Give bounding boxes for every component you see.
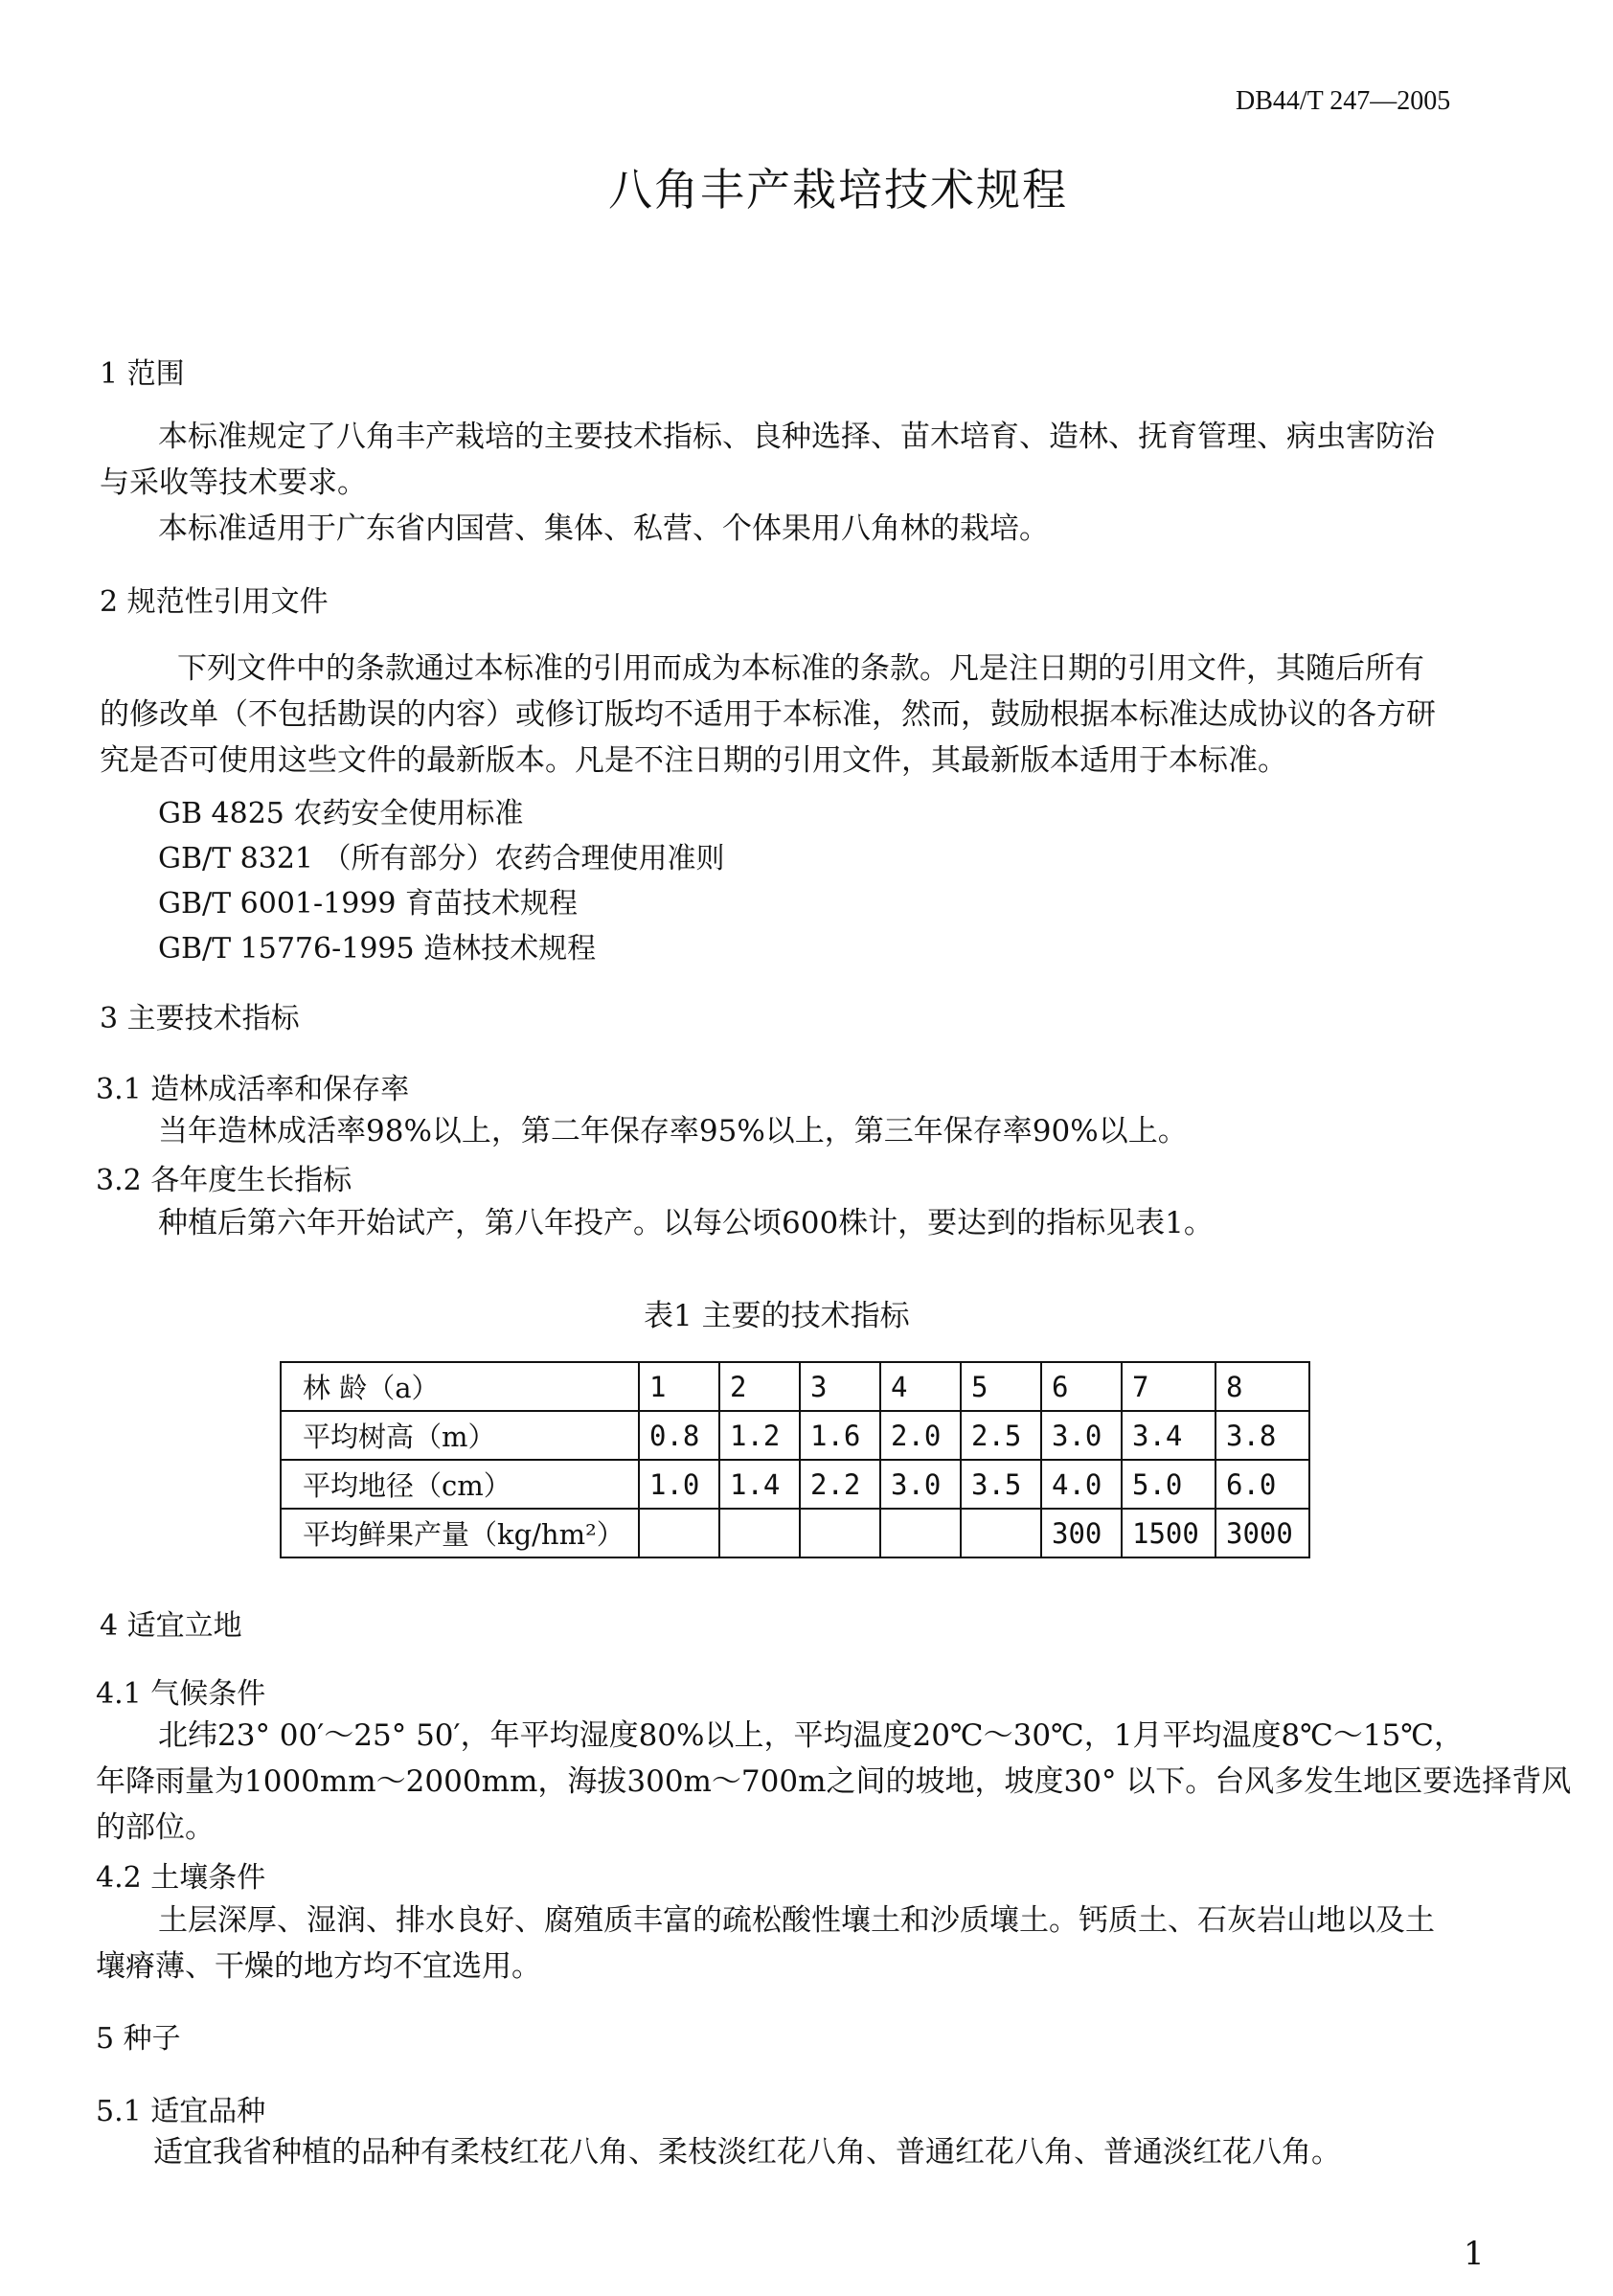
table-cell: 6.0 xyxy=(1215,1460,1309,1509)
table-cell: 3000 xyxy=(1215,1509,1309,1557)
section-1-paragraph-2: 本标准适用于广东省内国营、集体、私营、个体果用八角林的栽培。 xyxy=(158,511,1049,546)
row-label-diameter: 平均地径（cm） xyxy=(281,1460,639,1509)
section-2-paragraph-line: 下列文件中的条款通过本标准的引用而成为本标准的条款。凡是注日期的引用文件，其随后所有 xyxy=(177,651,1424,686)
table-cell: 8 xyxy=(1215,1362,1309,1411)
table-cell: 5.0 xyxy=(1122,1460,1215,1509)
table-cell: 3.5 xyxy=(961,1460,1041,1509)
table-cell: 1.6 xyxy=(800,1411,880,1460)
table-cell: 3.8 xyxy=(1215,1411,1309,1460)
section-4-2-heading: 4.2 土壤条件 xyxy=(96,1861,266,1895)
section-3-2-heading: 3.2 各年度生长指标 xyxy=(96,1164,352,1197)
table-cell: 0.8 xyxy=(639,1411,719,1460)
table-cell: 300 xyxy=(1041,1509,1122,1557)
page-number: 1 xyxy=(1464,2235,1485,2273)
reference-item: GB/T 8321 （所有部分）农药合理使用准则 xyxy=(158,842,725,875)
section-1-paragraph-line: 本标准规定了八角丰产栽培的主要技术指标、良种选择、苗木培育、造林、抚育管理、病虫害防治 xyxy=(158,420,1435,454)
section-4-1-line: 年降雨量为1000mm～2000mm，海拔300m～700m之间的坡地，坡度30° 以下。台风多发生地区要选择背风 xyxy=(96,1764,1572,1799)
table-cell: 2 xyxy=(719,1362,800,1411)
table-cell xyxy=(639,1509,719,1557)
table-cell: 3 xyxy=(800,1362,880,1411)
table-row xyxy=(281,1362,1309,1411)
reference-item: GB/T 15776-1995 造林技术规程 xyxy=(158,932,597,966)
document-code: DB44/T 247—2005 xyxy=(1236,86,1451,116)
table-cell: 6 xyxy=(1041,1362,1122,1411)
table-cell: 5 xyxy=(961,1362,1041,1411)
table-cell: 3.0 xyxy=(880,1460,961,1509)
reference-item: GB/T 6001-1999 育苗技术规程 xyxy=(158,887,579,921)
section-3-heading: 3 主要技术指标 xyxy=(100,1002,300,1035)
row-label-yield: 平均鲜果产量（kg/hm²） xyxy=(281,1509,639,1557)
table-cell xyxy=(880,1509,961,1557)
table-cell: 3.0 xyxy=(1041,1411,1122,1460)
table-cell: 2.0 xyxy=(880,1411,961,1460)
table-cell: 2.2 xyxy=(800,1460,880,1509)
row-label-height: 平均树高（m） xyxy=(281,1411,639,1460)
section-4-1-line: 的部位。 xyxy=(96,1810,215,1845)
section-4-2-line: 壤瘠薄、干燥的地方均不宜选用。 xyxy=(96,1949,541,1984)
table-row xyxy=(281,1411,1309,1460)
section-4-heading: 4 适宜立地 xyxy=(100,1609,242,1643)
table-cell: 7 xyxy=(1122,1362,1215,1411)
section-1-paragraph-line: 与采收等技术要求。 xyxy=(100,466,367,500)
reference-item: GB 4825 农药安全使用标准 xyxy=(158,797,524,830)
section-4-2-line: 土层深厚、湿润、排水良好、腐殖质丰富的疏松酸性壤土和沙质壤土。钙质土、石灰岩山地以及土 xyxy=(158,1903,1435,1938)
table-row xyxy=(281,1460,1309,1509)
section-1-heading: 1 范围 xyxy=(100,357,185,391)
table-cell: 1500 xyxy=(1122,1509,1215,1557)
section-5-1-text: 适宜我省种植的品种有柔枝红花八角、柔枝淡红花八角、普通红花八角、普通淡红花八角。 xyxy=(153,2135,1341,2170)
table-cell: 4.0 xyxy=(1041,1460,1122,1509)
section-2-heading: 2 规范性引用文件 xyxy=(100,585,329,619)
section-3-1-heading: 3.1 造林成活率和保存率 xyxy=(96,1073,410,1106)
table-cell: 4 xyxy=(880,1362,961,1411)
row-label-age: 林 龄（a） xyxy=(281,1362,639,1411)
section-2-paragraph-line: 的修改单（不包括勘误的内容）或修订版均不适用于本标准，然而，鼓励根据本标准达成协议的各方研 xyxy=(100,697,1436,732)
section-5-heading: 5 种子 xyxy=(96,2022,181,2056)
table-cell xyxy=(961,1509,1041,1557)
table-cell xyxy=(719,1509,800,1557)
section-2-paragraph-line: 究是否可使用这些文件的最新版本。凡是不注日期的引用文件，其最新版本适用于本标准。 xyxy=(100,743,1287,778)
table-cell: 3.4 xyxy=(1122,1411,1215,1460)
table-cell: 1.4 xyxy=(719,1460,800,1509)
section-4-1-heading: 4.1 气候条件 xyxy=(96,1677,266,1711)
table-cell: 1.0 xyxy=(639,1460,719,1509)
table-row xyxy=(281,1509,1309,1557)
technical-indicators-table xyxy=(280,1361,1310,1558)
table-cell: 1 xyxy=(639,1362,719,1411)
table-cell: 1.2 xyxy=(719,1411,800,1460)
section-3-1-text: 当年造林成活率98%以上，第二年保存率95%以上，第三年保存率90%以上。 xyxy=(158,1114,1188,1148)
document-title: 八角丰产栽培技术规程 xyxy=(608,164,1068,216)
table-cell: 2.5 xyxy=(961,1411,1041,1460)
section-3-2-text: 种植后第六年开始试产，第八年投产。以每公顷600株计，要达到的指标见表1。 xyxy=(158,1206,1214,1240)
section-5-1-heading: 5.1 适宜品种 xyxy=(96,2095,266,2128)
table-cell xyxy=(800,1509,880,1557)
table-caption: 表1 主要的技术指标 xyxy=(644,1299,910,1333)
section-4-1-line: 北纬23° 00′～25° 50′，年平均湿度80%以上，平均温度20℃～30℃，1月平均温度8℃～15℃， xyxy=(158,1718,1464,1753)
